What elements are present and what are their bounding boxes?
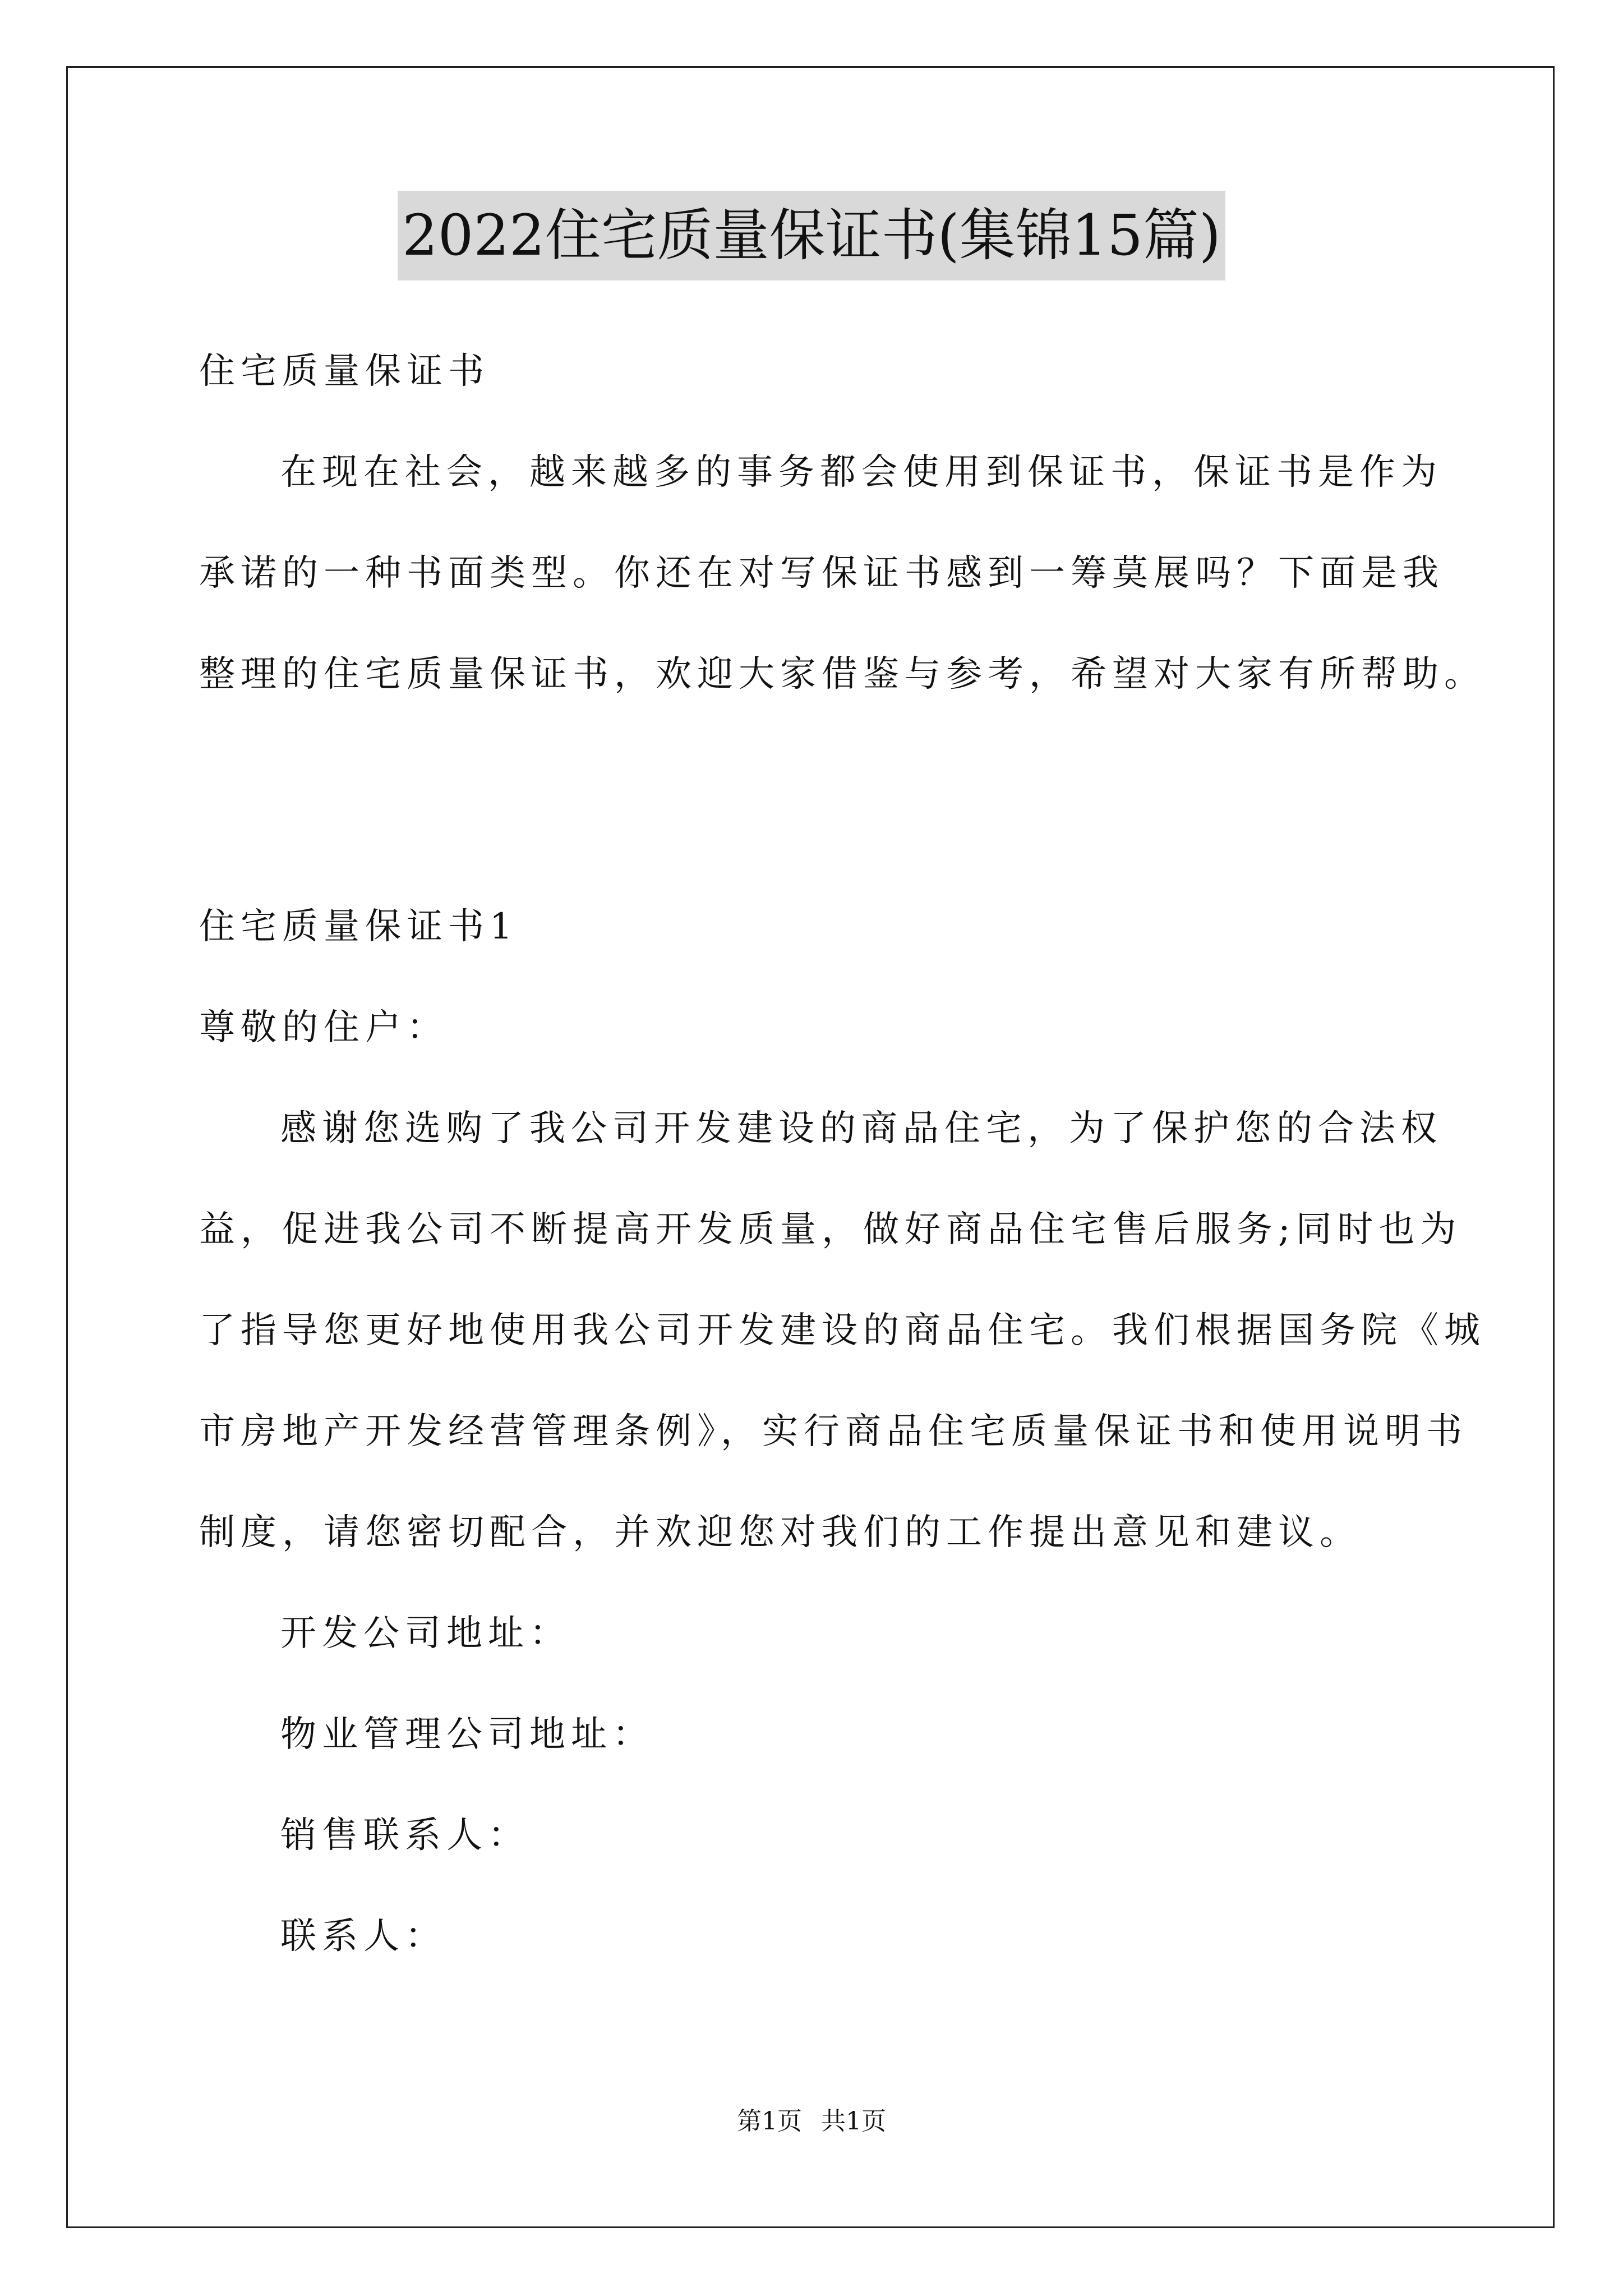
document-title: 2022住宅质量保证书(集锦15篇) — [398, 191, 1225, 280]
intro-line: 承诺的一种书面类型。你还在对写保证书感到一筹莫展吗？下面是我 — [199, 553, 1444, 594]
body-line: 感谢您选购了我公司开发建设的商品住宅，为了保护您的合法权 — [280, 1108, 1442, 1149]
body-line: 市房地产开发经营管理条例》，实行商品住宅质量保证书和使用说明书 — [199, 1411, 1468, 1452]
salutation: 尊敬的住户： — [199, 1007, 448, 1048]
field-developer-address: 开发公司地址： — [280, 1613, 571, 1654]
intro-line: 在现在社会，越来越多的事务都会使用到保证书，保证书是作为 — [280, 452, 1442, 493]
section-title: 住宅质量保证书1 — [199, 906, 518, 947]
body-line: 益，促进我公司不断提高开发质量，做好商品住宅售后服务;同时也为 — [199, 1209, 1462, 1250]
body-line: 了指导您更好地使用我公司开发建设的商品住宅。我们根据国务院《城 — [199, 1310, 1486, 1351]
document-title-wrapper — [0, 191, 1623, 280]
body-line: 制度，请您密切配合，并欢迎您对我们的工作提出意见和建议。 — [199, 1512, 1361, 1553]
page-number: 第1页 — [737, 2107, 802, 2136]
page-footer — [0, 2101, 1623, 2137]
field-sales-contact: 销售联系人： — [280, 1815, 529, 1856]
page-total: 共1页 — [821, 2107, 886, 2136]
field-contact: 联系人： — [280, 1916, 446, 1957]
field-property-management-address: 物业管理公司地址： — [280, 1714, 654, 1755]
heading: 住宅质量保证书 — [199, 351, 490, 392]
intro-line: 整理的住宅质量保证书，欢迎大家借鉴与参考，希望对大家有所帮助。 — [199, 654, 1486, 695]
